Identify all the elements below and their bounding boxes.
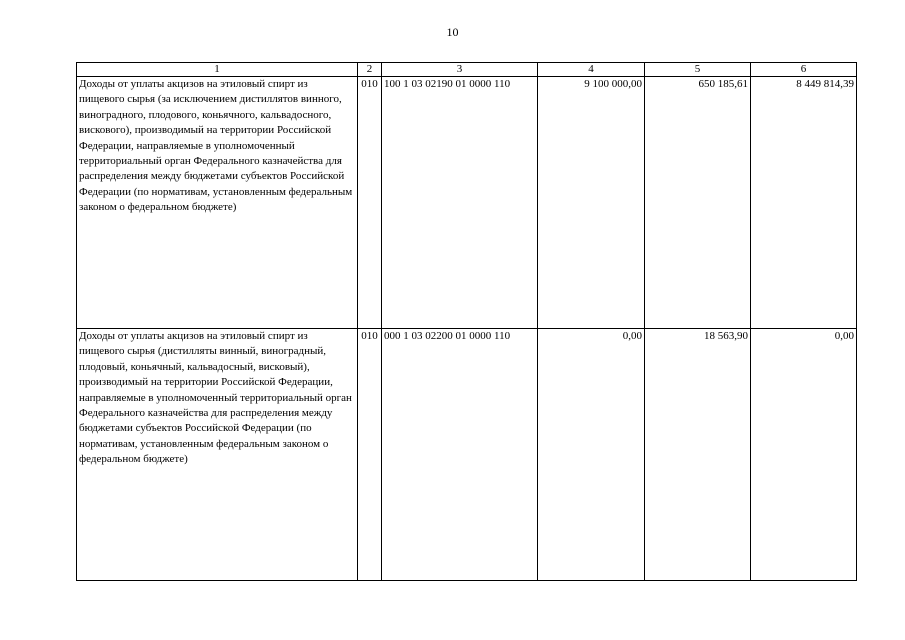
administrator-code: 010 (358, 77, 382, 329)
revenue-description: Доходы от уплаты акцизов на этиловый спирт из пищевого сырья (за исключением дистиллятов винного, виноградного, плодового, коньячного, кальвадосного, вискового), производимый на территории Российской Федерации, направляемые в уполномоченный территориальный орган Федерального казначейства для распределения между бюджетами субъектов Российской Федерации (по нормативам, установленным федеральным законом о федеральном бюджете) (77, 77, 358, 329)
column-header-6: 6 (751, 63, 857, 77)
amount-column-6: 8 449 814,39 (751, 77, 857, 329)
column-number-row (77, 63, 857, 77)
table-row (77, 329, 857, 581)
revenue-table (76, 62, 857, 581)
amount-column-4: 0,00 (538, 329, 645, 581)
administrator-code: 010 (358, 329, 382, 581)
amount-column-5: 18 563,90 (645, 329, 751, 581)
amount-column-6: 0,00 (751, 329, 857, 581)
amount-column-4: 9 100 000,00 (538, 77, 645, 329)
budget-classification-code: 000 1 03 02200 01 0000 110 (382, 329, 538, 581)
column-header-3: 3 (382, 63, 538, 77)
column-header-2: 2 (358, 63, 382, 77)
table-row (77, 77, 857, 329)
column-header-5: 5 (645, 63, 751, 77)
page-number: 10 (446, 25, 459, 39)
column-header-1: 1 (77, 63, 358, 77)
amount-column-5: 650 185,61 (645, 77, 751, 329)
column-header-4: 4 (538, 63, 645, 77)
budget-classification-code: 100 1 03 02190 01 0000 110 (382, 77, 538, 329)
revenue-description: Доходы от уплаты акцизов на этиловый спирт из пищевого сырья (дистилляты винный, виноградный, плодовый, коньячный, кальвадосный, висковый), производимый на территории Российской Федерации, направляемые в уполномоченный территориальный орган Федерального казначейства для распределения между бюджетами субъектов Российской Федерации (по нормативам, установленным федеральным законом о федеральном бюджете) (77, 329, 358, 581)
